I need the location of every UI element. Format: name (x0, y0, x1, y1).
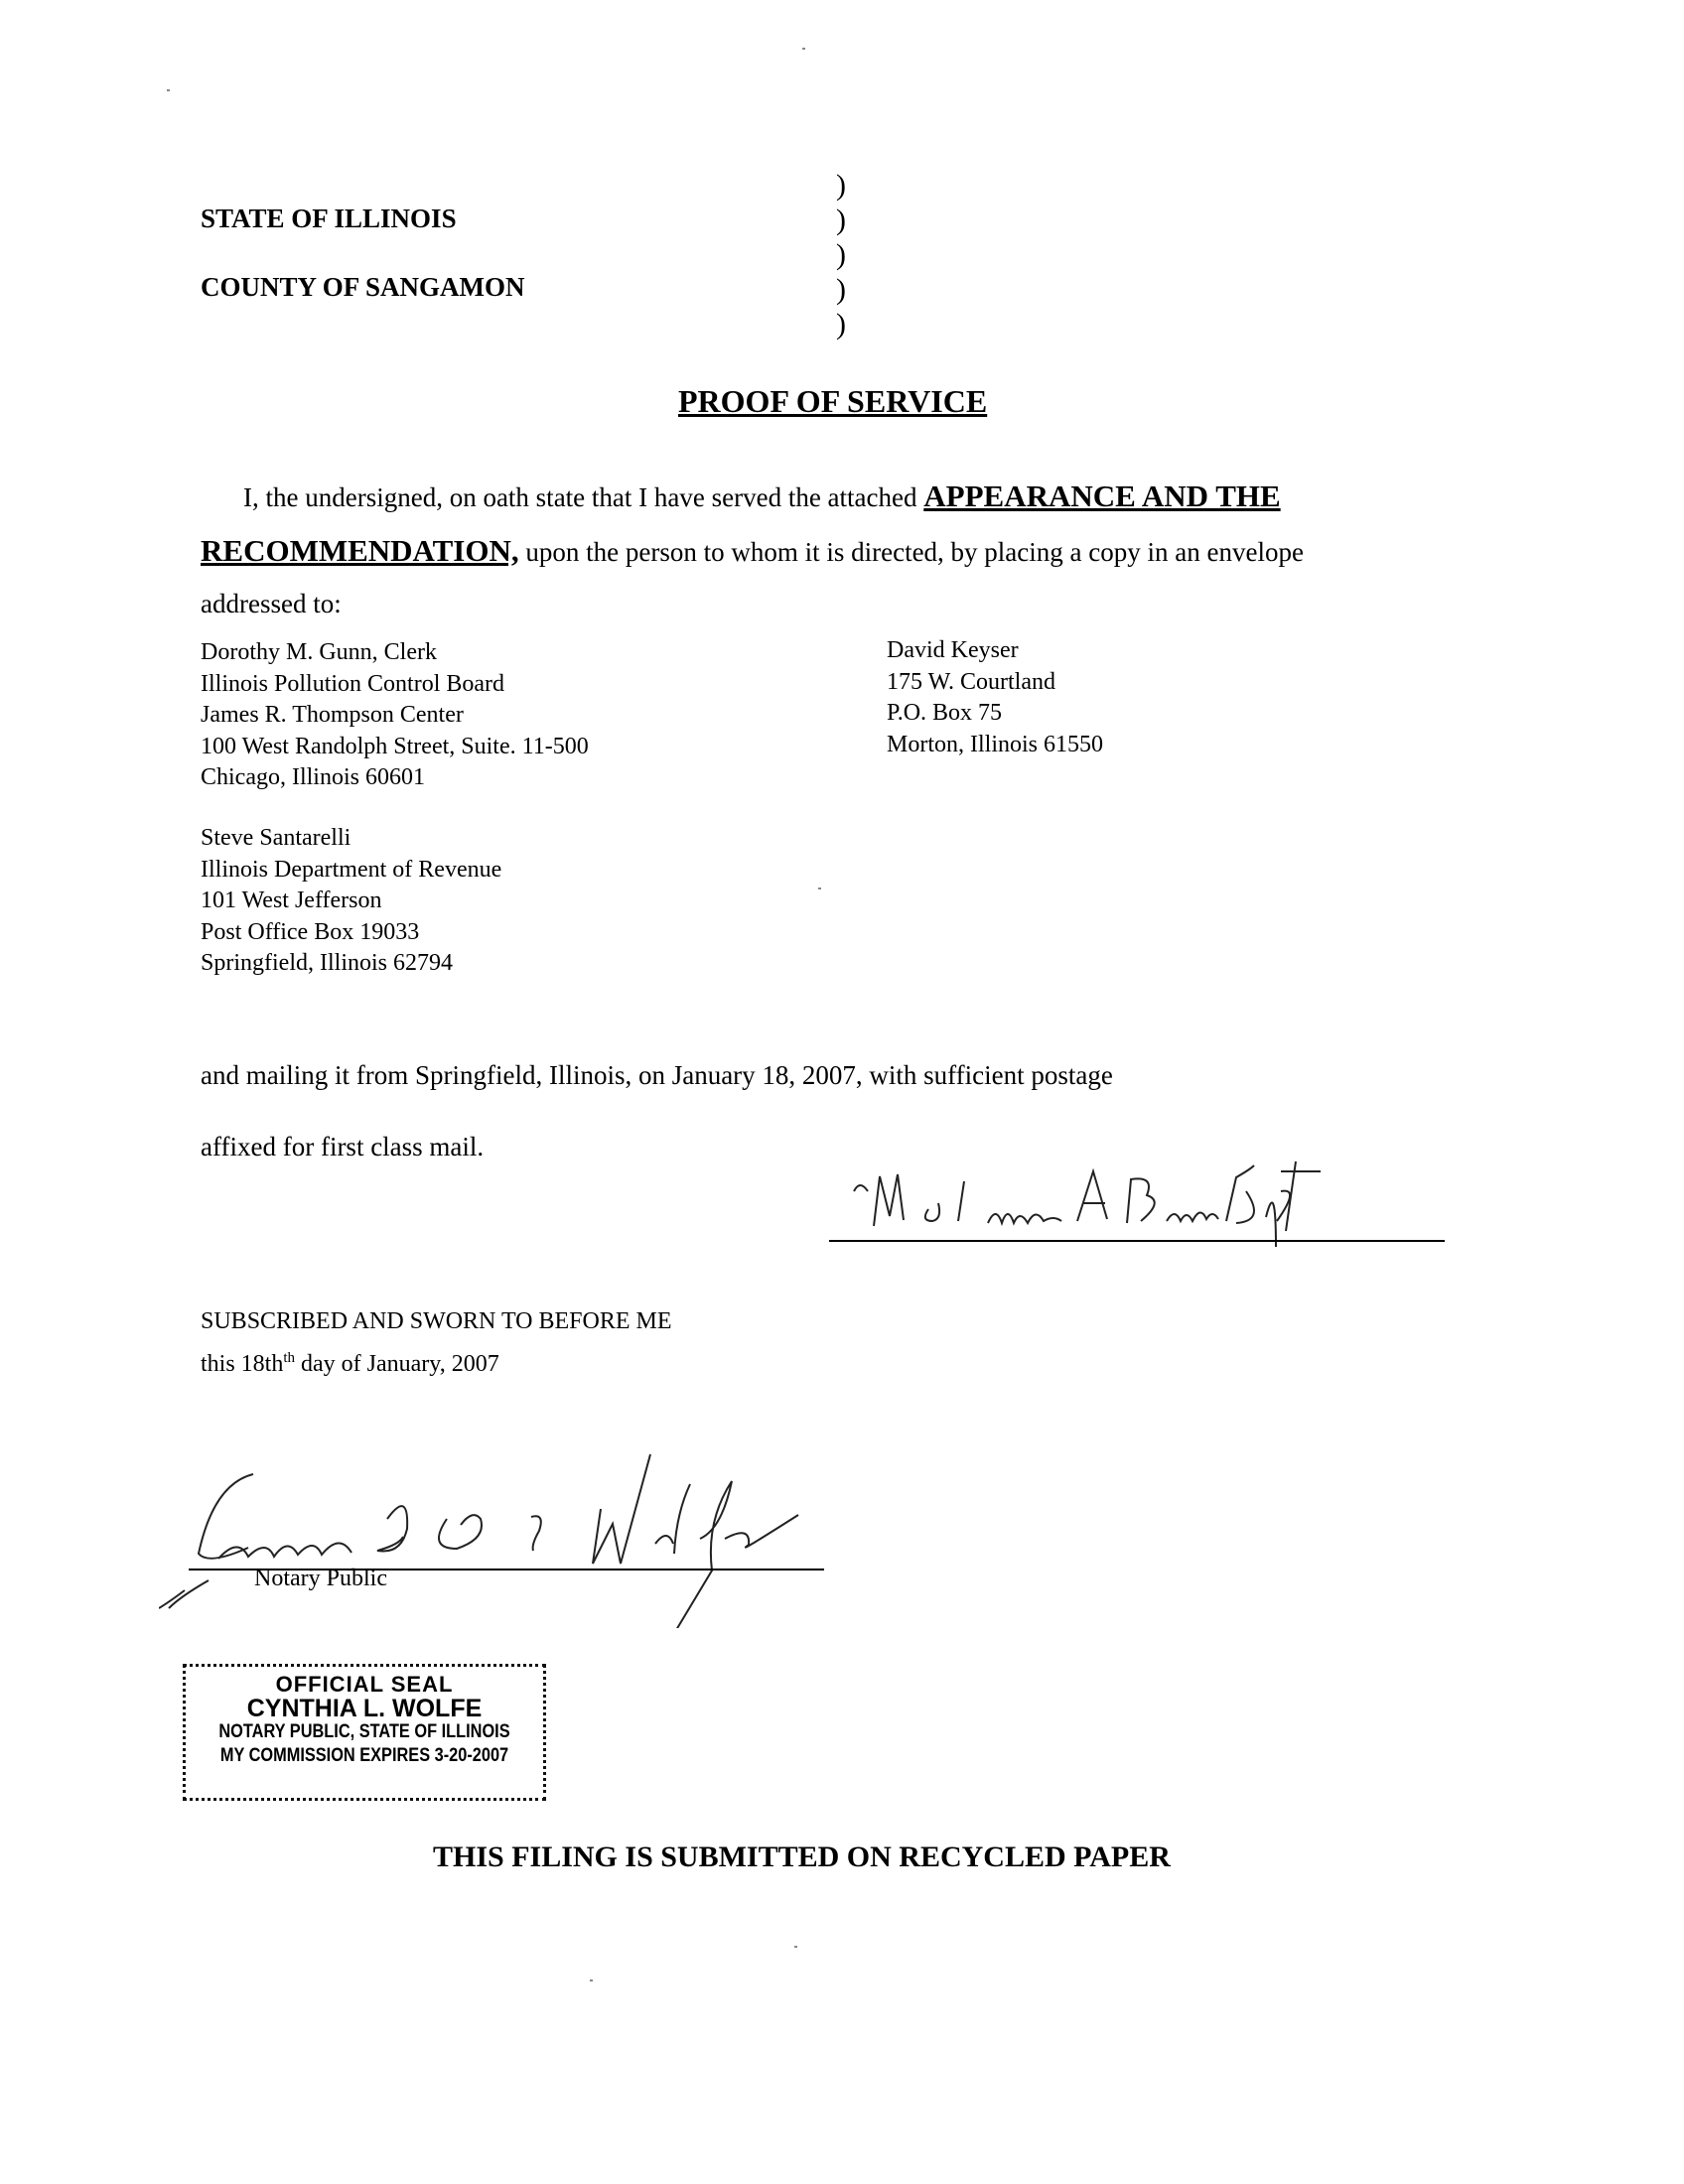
statement-continuation (201, 533, 1304, 569)
recipient-name: Dorothy M. Gunn, Clerk (201, 639, 437, 665)
address-line: Illinois Department of Revenue (201, 856, 502, 883)
scan-speck (802, 48, 805, 50)
jurat-line-1: SUBSCRIBED AND SWORN TO BEFORE ME (201, 1308, 672, 1334)
address-line: Springfield, Illinois 62794 (201, 950, 453, 976)
jurat-superscript: th (283, 1350, 296, 1366)
served-document-title-part2: RECOMMENDATION, (201, 533, 519, 568)
recipient-block (201, 637, 589, 794)
seal-line-notary: NOTARY PUBLIC, STATE OF ILLINOIS (218, 1721, 510, 1742)
notary-public-label: Notary Public (254, 1566, 387, 1591)
mailing-line-1: and mailing it from Springfield, Illinois, on January 18, 2007, with sufficient postage (201, 1060, 1113, 1090)
affiant-signature-line (829, 1240, 1445, 1242)
notary-signature (159, 1449, 894, 1628)
address-line: 175 W. Courtland (887, 668, 1056, 695)
scan-speck (167, 89, 170, 91)
caption-paren-5: ) (836, 308, 846, 341)
caption-state: STATE OF ILLINOIS (201, 204, 457, 233)
addressed-to: addressed to: (201, 589, 342, 618)
address-line: Morton, Illinois 61550 (887, 731, 1104, 757)
statement-cont-text: upon the person to whom it is directed, by placing a copy in an envelope (525, 537, 1304, 567)
address-line: Chicago, Illinois 60601 (201, 764, 425, 790)
jurat-line-2: this $18th^{th}$ day of January, 2007 (201, 1350, 499, 1377)
address-line: P.O. Box 75 (887, 700, 1003, 726)
caption-paren-3: ) (836, 238, 846, 271)
caption-paren-2: ) (836, 204, 846, 236)
recipient-block (201, 823, 501, 980)
scan-speck (794, 1946, 797, 1948)
seal-line-expires: MY COMMISSION EXPIRES 3-20-2007 (219, 1745, 509, 1766)
scan-speck (818, 887, 821, 889)
seal-line-name: CYNTHIA L. WOLFE (246, 1695, 483, 1722)
official-seal (183, 1664, 546, 1801)
caption-county: COUNTY OF SANGAMON (201, 272, 525, 302)
scan-speck (590, 1979, 593, 1981)
recipient-name: Steve Santarelli (201, 825, 351, 851)
recycled-paper-note: THIS FILING IS SUBMITTED ON RECYCLED PAPER (433, 1841, 1171, 1873)
recipient-block (887, 635, 1103, 760)
affiant-signature-text: Melinda A. Brandt (993, 1253, 1067, 1264)
caption-paren-4: ) (836, 273, 846, 306)
address-line: Post Office Box 19033 (201, 918, 420, 945)
served-document-title-part1: APPEARANCE AND THE (923, 478, 1281, 513)
jurat-line-2-rest: day of January, 2007 (295, 1351, 499, 1377)
seal-line-official: OFFICIAL SEAL (275, 1672, 454, 1697)
address-line: Illinois Pollution Control Board (201, 670, 505, 697)
notary-signature-text: Cynthia L. Wolfe (894, 1618, 963, 1629)
document-title: PROOF OF SERVICE (678, 383, 988, 419)
address-line: 100 West Randolph Street, Suite. 11-500 (201, 733, 589, 759)
jurat-line-2-pre: this 18th (0, 0, 4, 1)
address-line: 101 West Jefferson (201, 887, 382, 913)
recipient-name: David Keyser (887, 637, 1019, 663)
statement-intro-text: I, the undersigned, on oath state that I have served the attached (243, 482, 917, 512)
address-line: James R. Thompson Center (201, 702, 464, 728)
affiant-signature (829, 1152, 1465, 1261)
statement-intro (243, 478, 1281, 514)
caption-paren-1: ) (836, 169, 846, 202)
mailing-line-2: affixed for first class mail. (201, 1132, 485, 1161)
